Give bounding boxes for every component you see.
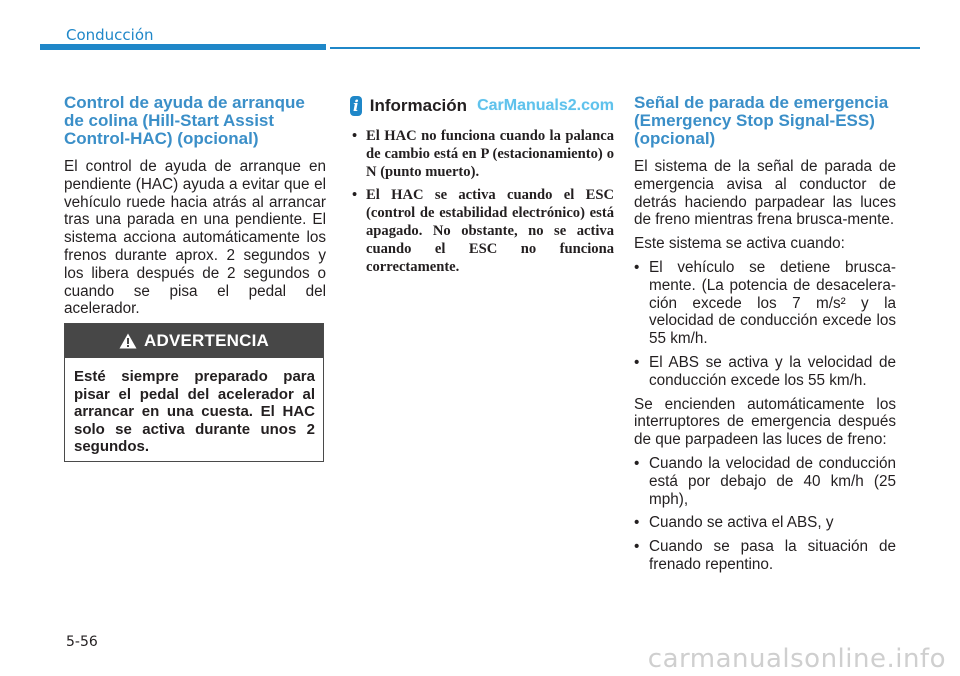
ess-off-item: • Cuando se pasa la situación de frenado repentino. <box>634 538 896 574</box>
ess-heading: Señal de parada de emergencia (Emergency Stop Signal-ESS) (opcional) <box>634 93 889 148</box>
info-icon: i <box>350 96 362 116</box>
footer-watermark: carmanualsonline.info <box>647 644 946 674</box>
ess-activates-label: Este sistema se activa cuando: <box>634 235 845 253</box>
ess-activate-list <box>634 259 896 390</box>
header-rule-thin <box>330 47 920 49</box>
warning-label: ADVERTENCIA <box>144 331 269 350</box>
warning-header <box>65 324 323 358</box>
section-title: Conducción <box>66 26 154 44</box>
ess-off-list <box>634 455 896 574</box>
info-header <box>350 94 614 118</box>
warning-text: Esté siempre preparado para pisar el pedal del acelerador al arrancar en una cuesta. El HAC solo se activa durante unos 2 segundos. <box>74 368 315 456</box>
carmanuals-watermark: CarManuals2.com <box>477 97 614 114</box>
ess-off-item: • Cuando se activa el ABS, y <box>634 514 896 532</box>
column-hac <box>64 94 326 324</box>
ess-intro: El sistema de la señal de parada de emergencia avisa al conductor de detrás haciendo parpadear las luces de freno mientras frena brusca-mente. <box>634 158 896 229</box>
ess-auto-off: Se encienden automáticamente los interruptores de emergencia después de que parpadeen las luces de freno: <box>634 395 896 449</box>
info-item: • El HAC se activa cuando el ESC (control de estabilidad electrónico) está apagado. No obstante, no se activa cuando el ESC no funciona correctamente. <box>350 187 614 276</box>
hac-body: El control de ayuda de arranque en pendiente (HAC) ayuda a evitar que el vehículo ruede hacia atrás al arrancar tras una parada en una pendiente. El sistema acciona automáticamente los frenos durante aprox. 2 segundos y los libera después de 2 segundos o cuando se pisa el pedal del acelerador. <box>64 158 326 318</box>
ess-activate-item: • El vehículo se detiene brusca-mente. (La potencia de desacelera-ción excede los 7 m/s² y la velocidad de conducción excede los 55 km/h. <box>634 259 896 348</box>
info-item: • El HAC no funciona cuando la palanca de cambio está en P (estacionamiento) o N (punto muerto). <box>350 128 614 181</box>
page-number: 5-56 <box>66 634 98 650</box>
hac-heading: Control de ayuda de arranque de colina (Hill-Start Assist Control-HAC) (opcional) <box>64 93 305 148</box>
column-ess <box>634 94 896 580</box>
info-list <box>350 128 614 276</box>
column-info <box>350 94 614 282</box>
warning-box <box>64 323 324 462</box>
header-rule-thick <box>40 44 326 50</box>
ess-off-item: • Cuando la velocidad de conducción está por debajo de 40 km/h (25 mph), <box>634 455 896 508</box>
warning-triangle-icon <box>119 333 137 349</box>
ess-activate-item: • El ABS se activa y la velocidad de conducción excede los 55 km/h. <box>634 354 896 390</box>
info-title: Información <box>369 96 468 115</box>
